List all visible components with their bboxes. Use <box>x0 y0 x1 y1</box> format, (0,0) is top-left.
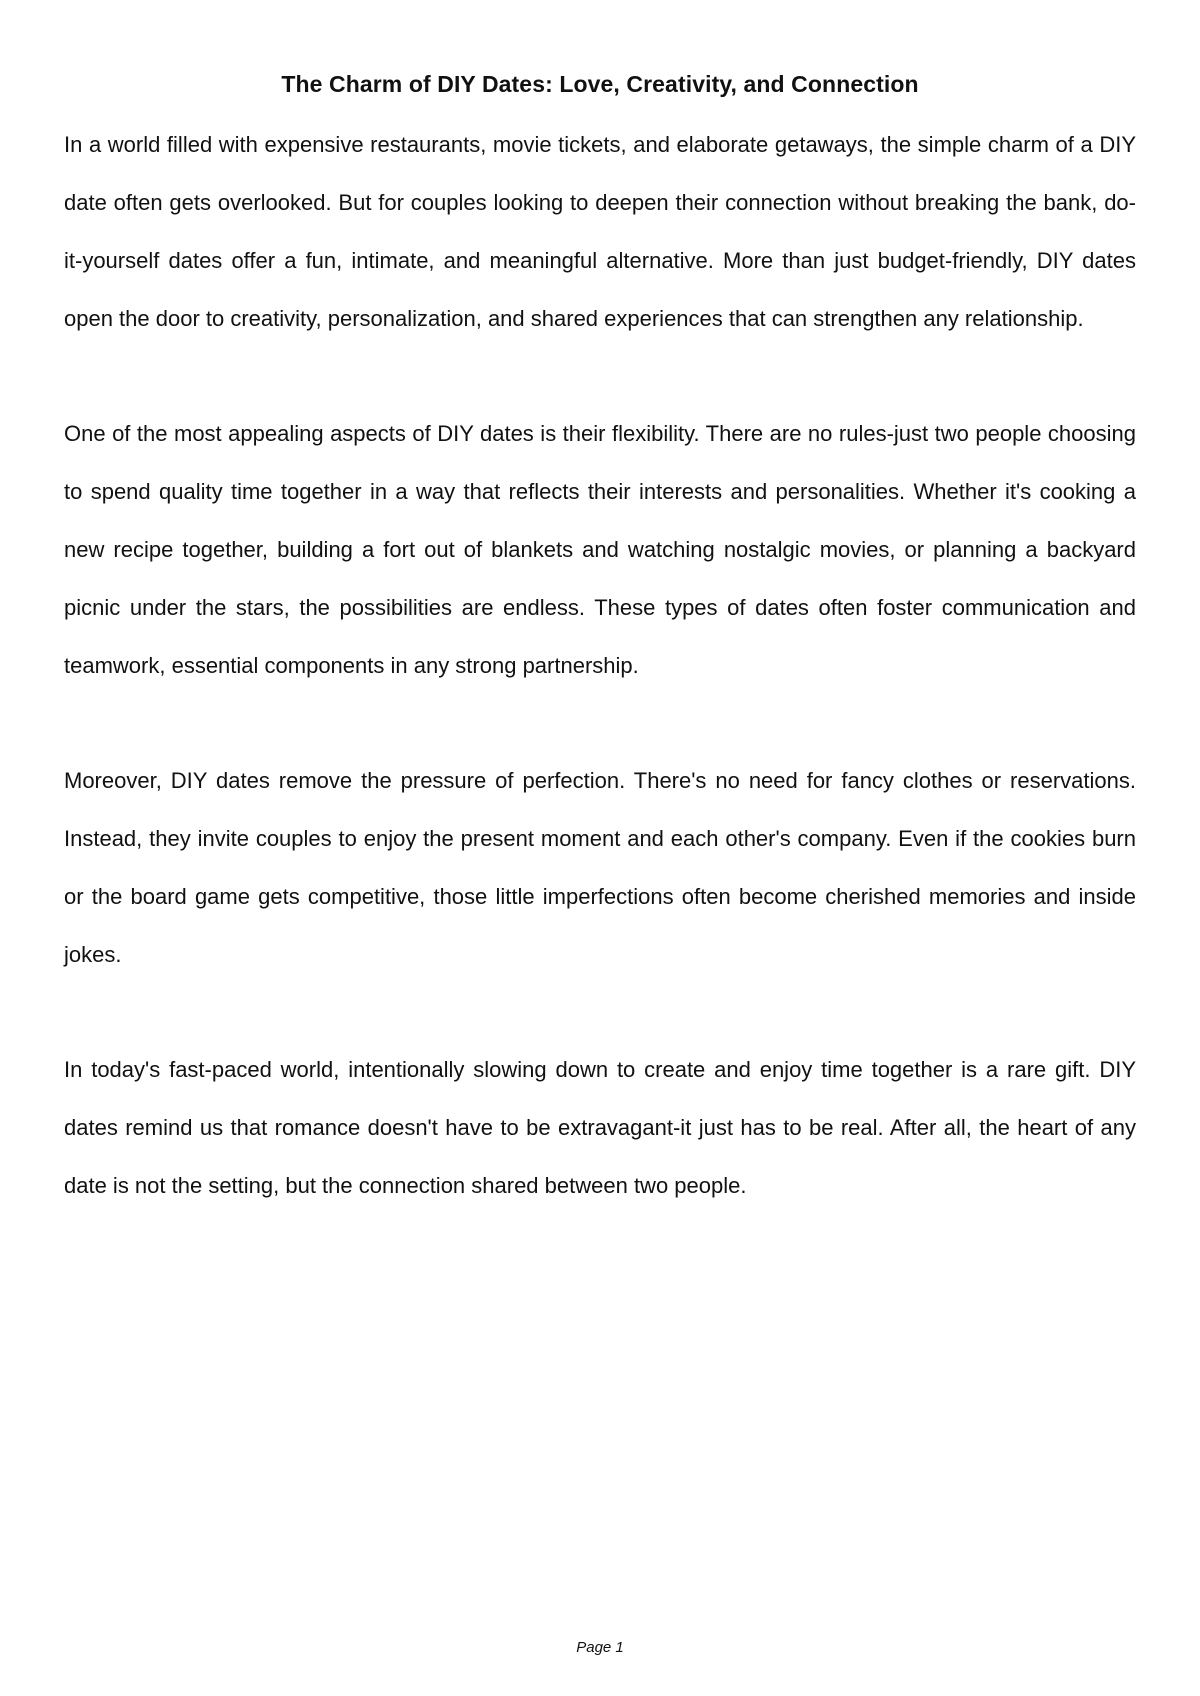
paragraph-1: In a world filled with expensive restaurants, movie tickets, and elaborate getaways, the simple charm of a DIY date often gets overlooked. But for couples looking to deepen their connection without breaking the bank, do-it-yourself dates offer a fun, intimate, and meaningful alternative. More than just budget-friendly, DIY dates open the door to creativity, personalization, and shared experiences that can strengthen any relationship. <box>64 132 1136 331</box>
paragraph-3: Moreover, DIY dates remove the pressure of perfection. There's no need for fancy clothes or reservations. Instead, they invite couples to enjoy the present moment and each other's company. Even if the cookies burn or the board game gets competitive, those little imperfections often become cherished memories and inside jokes. <box>64 768 1136 967</box>
paragraph-2: One of the most appealing aspects of DIY dates is their flexibility. There are no rules-just two people choosing to spend quality time together in a way that reflects their interests and personalities. Whether it's cooking a new recipe together, building a fort out of blankets and watching nostalgic movies, or planning a backyard picnic under the stars, the possibilities are endless. These types of dates often foster communication and teamwork, essential components in any strong partnership. <box>64 421 1136 678</box>
document-body <box>64 64 1136 1215</box>
paragraph-4: In today's fast-paced world, intentionally slowing down to create and enjoy time together is a rare gift. DIY dates remind us that romance doesn't have to be extravagant-it just has to be real. After all, the heart of any date is not the setting, but the connection shared between two people. <box>64 1057 1136 1198</box>
page-number: Page 1 <box>576 1639 624 1656</box>
document-title: The Charm of DIY Dates: Love, Creativity, and Connection <box>281 71 919 97</box>
